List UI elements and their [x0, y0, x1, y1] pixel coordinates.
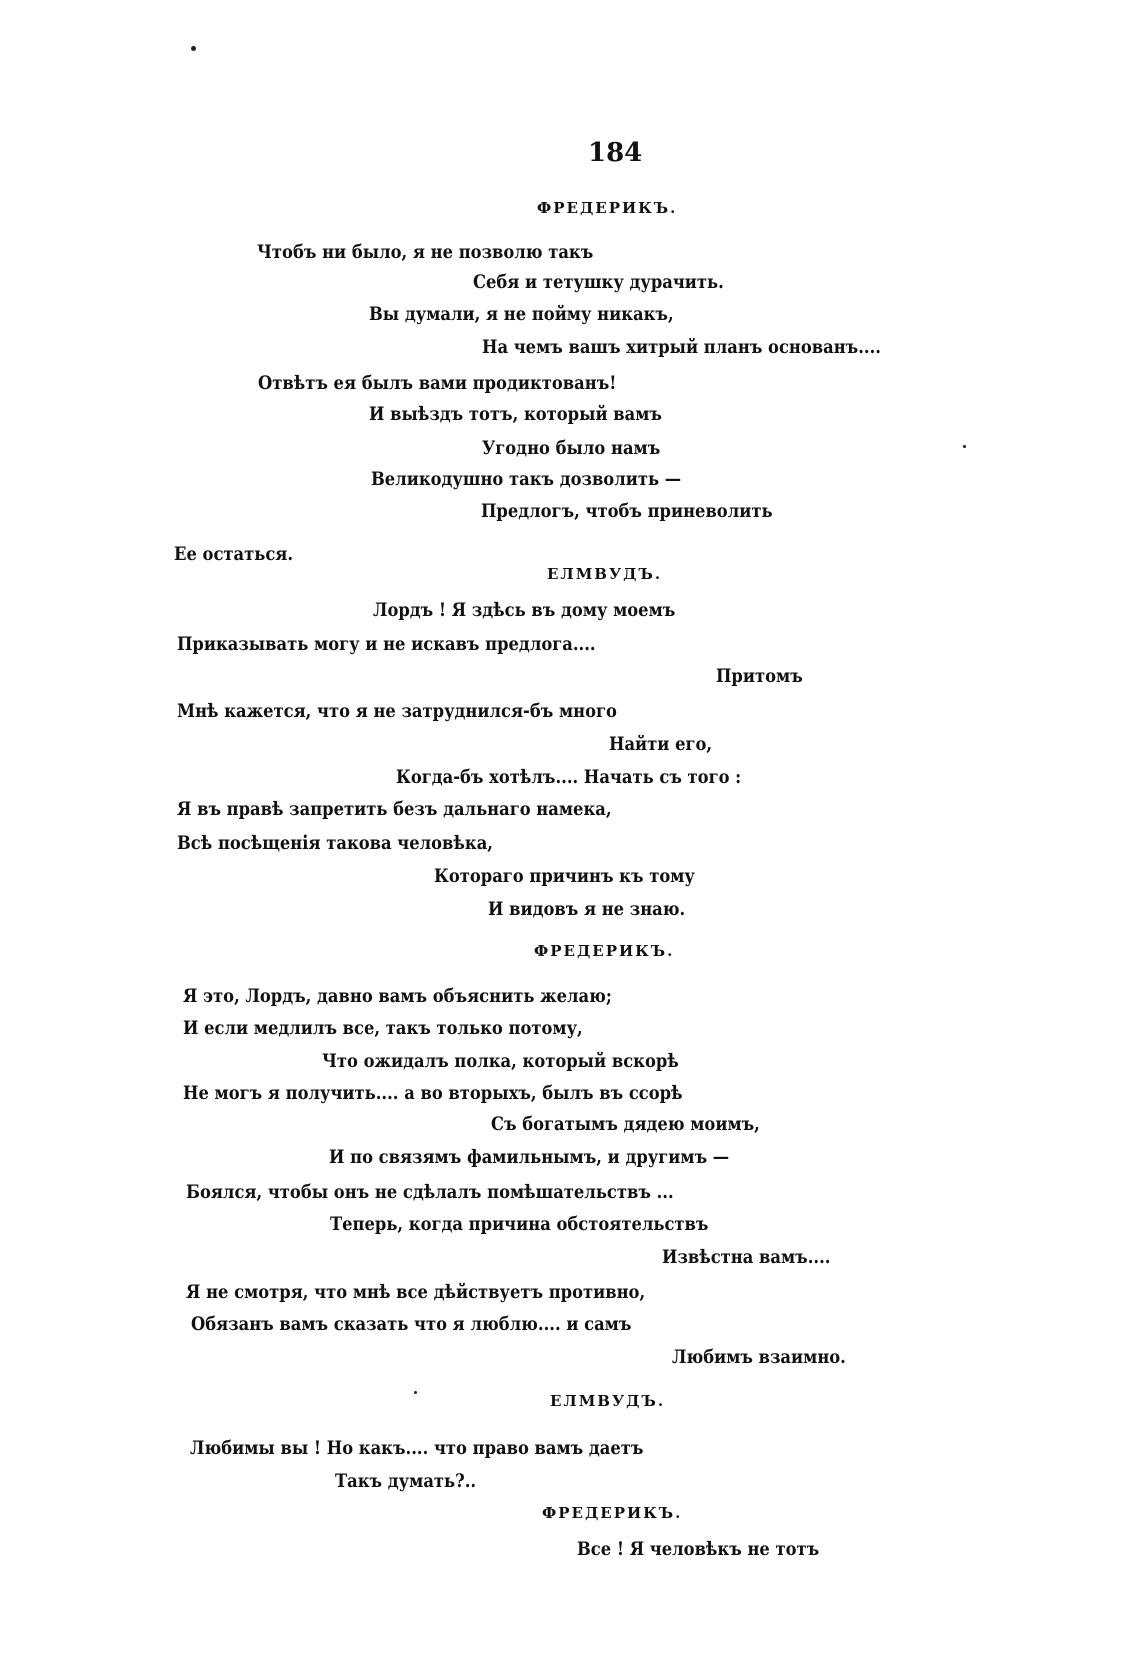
verse-line: Мнѣ кажется, что я не затруднился-бъ много — [177, 700, 617, 722]
verse-line: И выѣздъ тотъ, который вамъ — [369, 403, 662, 425]
verse-line: Я не смотря, что мнѣ все дѣйствуетъ противно, — [186, 1281, 646, 1303]
verse-line: Теперь, когда причина обстоятельствъ — [330, 1213, 709, 1235]
verse-line: Любимъ взаимно. — [672, 1346, 846, 1368]
page-number: 184 — [588, 138, 643, 168]
verse-line: Извѣстна вамъ.... — [662, 1246, 831, 1268]
verse-line: Приказывать могу и не искавъ предлога.... — [177, 633, 596, 655]
verse-line: Съ богатымъ дядею моимъ, — [491, 1113, 760, 1135]
verse-line: Великодушно такъ дозволить — — [371, 468, 682, 490]
speaker-name: ЕЛМВУДЪ. — [547, 565, 663, 583]
verse-line: Отвѣтъ ея былъ вами продиктованъ! — [258, 372, 617, 394]
verse-line: Котораго причинъ къ тому — [434, 865, 695, 887]
verse-line: И видовъ я не знаю. — [488, 898, 686, 920]
verse-line: Предлогъ, чтобъ приневолить — [481, 500, 773, 522]
verse-line: Когда-бъ хотѣлъ.... Начать съ того : — [396, 766, 742, 788]
verse-line: Не могъ я получить.... а во вторыхъ, былъ въ ссорѣ — [183, 1082, 683, 1104]
verse-line: Ее остаться. — [174, 543, 294, 565]
ink-speck — [963, 445, 966, 448]
verse-line: Лордъ ! Я здѣсь въ дому моемъ — [373, 599, 676, 621]
verse-line: Угодно было намъ — [482, 437, 661, 459]
verse-line: Всѣ посѣщенія такова человѣка, — [177, 832, 493, 854]
verse-line: И если медлилъ все, такъ только потому, — [183, 1017, 583, 1039]
verse-line: Все ! Я человѣкъ не тотъ — [577, 1538, 820, 1560]
verse-line: Обязанъ вамъ сказать что я люблю.... и самъ — [191, 1313, 632, 1335]
speaker-name: ЕЛМВУДЪ. — [550, 1392, 666, 1410]
verse-line: Что ожидалъ полка, который вскорѣ — [322, 1050, 679, 1072]
verse-line: Боялся, чтобы онъ не сдѣлалъ помѣшательствъ ... — [186, 1181, 674, 1203]
verse-line: Вы думали, я не пойму никакъ, — [369, 303, 674, 325]
verse-line: Чтобъ ни было, я не позволю такъ — [257, 241, 594, 263]
verse-line: Я это, Лордъ, давно вамъ объяснить желаю; — [183, 985, 612, 1007]
verse-line: На чемъ вашъ хитрый планъ основанъ.... — [482, 336, 881, 358]
verse-line: Любимы вы ! Но какъ.... что право вамъ даетъ — [190, 1437, 644, 1459]
speaker-name: ФРЕДЕРИКЪ. — [534, 942, 675, 960]
verse-line: Я въ правѣ запретить безъ дальнаго намека, — [177, 798, 612, 820]
ink-speck — [414, 1391, 417, 1394]
verse-line: Притомъ — [716, 665, 803, 687]
verse-line: Такъ думать?.. — [335, 1470, 477, 1492]
verse-line: Найти его, — [609, 733, 713, 755]
verse-line: Себя и тетушку дурачить. — [473, 271, 724, 293]
verse-line: И по связямъ фамильнымъ, и другимъ — — [329, 1146, 730, 1168]
speaker-name: ФРЕДЕРИКЪ. — [542, 1504, 683, 1522]
speaker-name: ФРЕДЕРИКЪ. — [537, 199, 678, 217]
ink-speck — [191, 46, 196, 51]
